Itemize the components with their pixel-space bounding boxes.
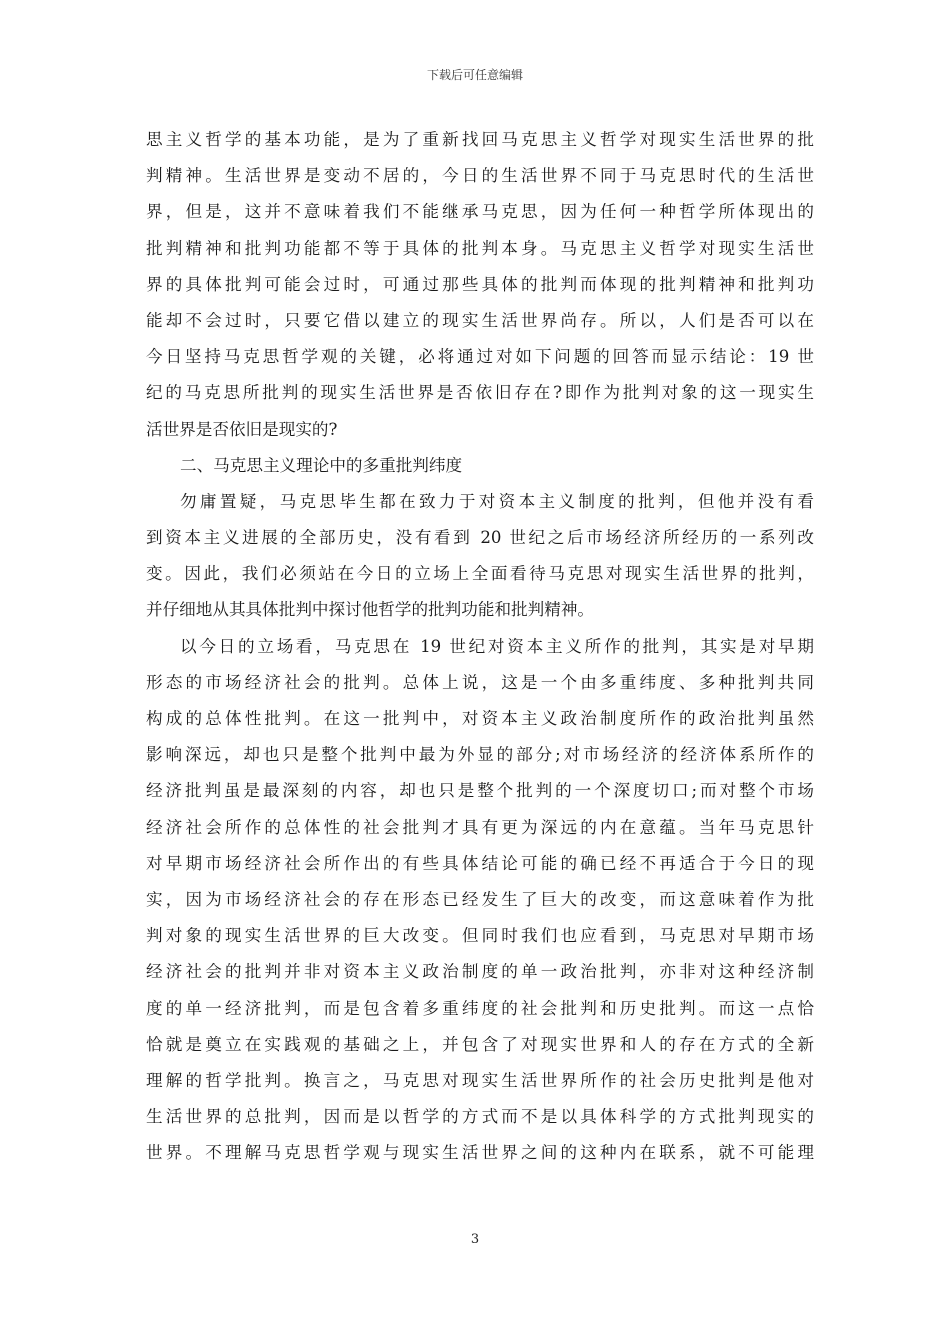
text-line: 界的具体批判可能会过时，可通过那些具体的批判而体现的批判精神和批判功 — [146, 274, 814, 294]
text-line: 理解的哲学批判。换言之，马克思对现实生活世界所作的社会历史批判是他对 — [146, 1070, 814, 1090]
text-line: 影响深远，却也只是整个批判中最为外显的部分;对市场经济的经济体系所作的 — [146, 745, 814, 765]
text-line: 经济批判虽是最深刻的内容，却也只是整个批判的一个深度切口;而对整个市场 — [146, 781, 814, 801]
text-line: 经济社会所作的总体性的社会批判才具有更为深远的内在意蕴。当年马克思针 — [146, 817, 814, 837]
text-line: 二、马克思主义理论中的多重批判纬度 — [180, 455, 463, 475]
text-line: 对早期市场经济社会所作出的有些具体结论可能的确已经不再适合于今日的现 — [146, 853, 814, 873]
text-line: 经济社会的批判并非对资本主义政治制度的单一政治批判，亦非对这种经济制 — [146, 962, 814, 982]
page-header-note: 下载后可任意编辑 — [426, 68, 523, 82]
text-line: 世界。不理解马克思哲学观与现实生活世界之间的这种内在联系，就不可能理 — [146, 1143, 814, 1163]
text-line: 形态的市场经济社会的批判。总体上说，这是一个由多重纬度、多种批判共同 — [146, 672, 814, 692]
text-line: 构成的总体性批判。在这一批判中，对资本主义政治制度所作的政治批判虽然 — [146, 709, 814, 728]
page-number: 3 — [470, 1232, 480, 1247]
text-line: 判精神。生活世界是变动不居的，今日的生活世界不同于马克思时代的生活世 — [146, 166, 814, 186]
text-line: 思主义哲学的基本功能，是为了重新找回马克思主义哲学对现实生活世界的批 — [146, 130, 814, 149]
document-body — [146, 122, 814, 1171]
text-line: 能却不会过时，只要它借以建立的现实生活世界尚存。所以，人们是否可以在 — [146, 310, 814, 330]
text-line: 实，因为市场经济社会的存在形态已经发生了巨大的改变，而这意味着作为批 — [146, 889, 814, 909]
text-line: 今日坚持马克思哲学观的关键，必将通过对如下问题的回答而显示结论：19 世 — [146, 347, 814, 367]
text-line: 生活世界的总批判，因而是以哲学的方式而不是以具体科学的方式批判现实的 — [146, 1107, 814, 1127]
text-line: 以今日的立场看，马克思在 19 世纪对资本主义所作的批判，其实是对早期 — [180, 636, 814, 656]
text-line: 纪的马克思所批判的现实生活世界是否依旧存在?即作为批判对象的这一现实生 — [146, 383, 814, 403]
text-line: 批判精神和批判功能都不等于具体的批判本身。马克思主义哲学对现实生活世 — [146, 238, 814, 258]
text-line: 界，但是，这并不意味着我们不能继承马克思，因为任何一种哲学所体现出的 — [146, 202, 814, 222]
text-line: 并仔细地从其具体批判中探讨他哲学的批判功能和批判精神。 — [146, 600, 595, 620]
text-line: 度的单一经济批判，而是包含着多重纬度的社会批判和历史批判。而这一点恰 — [146, 998, 814, 1018]
text-line: 恰就是奠立在实践观的基础之上，并包含了对现实世界和人的存在方式的全新 — [146, 1034, 814, 1054]
text-line: 变。因此，我们必须站在今日的立场上全面看待马克思对现实生活世界的批判， — [146, 564, 814, 584]
text-line: 活世界是否依旧是现实的? — [146, 419, 338, 439]
text-line: 判对象的现实生活世界的巨大改变。但同时我们也应看到，马克思对早期市场 — [146, 926, 814, 946]
text-line: 到资本主义进展的全部历史，没有看到 20 世纪之后市场经济所经历的一系列改 — [146, 528, 814, 548]
text-line: 勿庸置疑，马克思毕生都在致力于对资本主义制度的批判，但他并没有看 — [180, 491, 814, 511]
